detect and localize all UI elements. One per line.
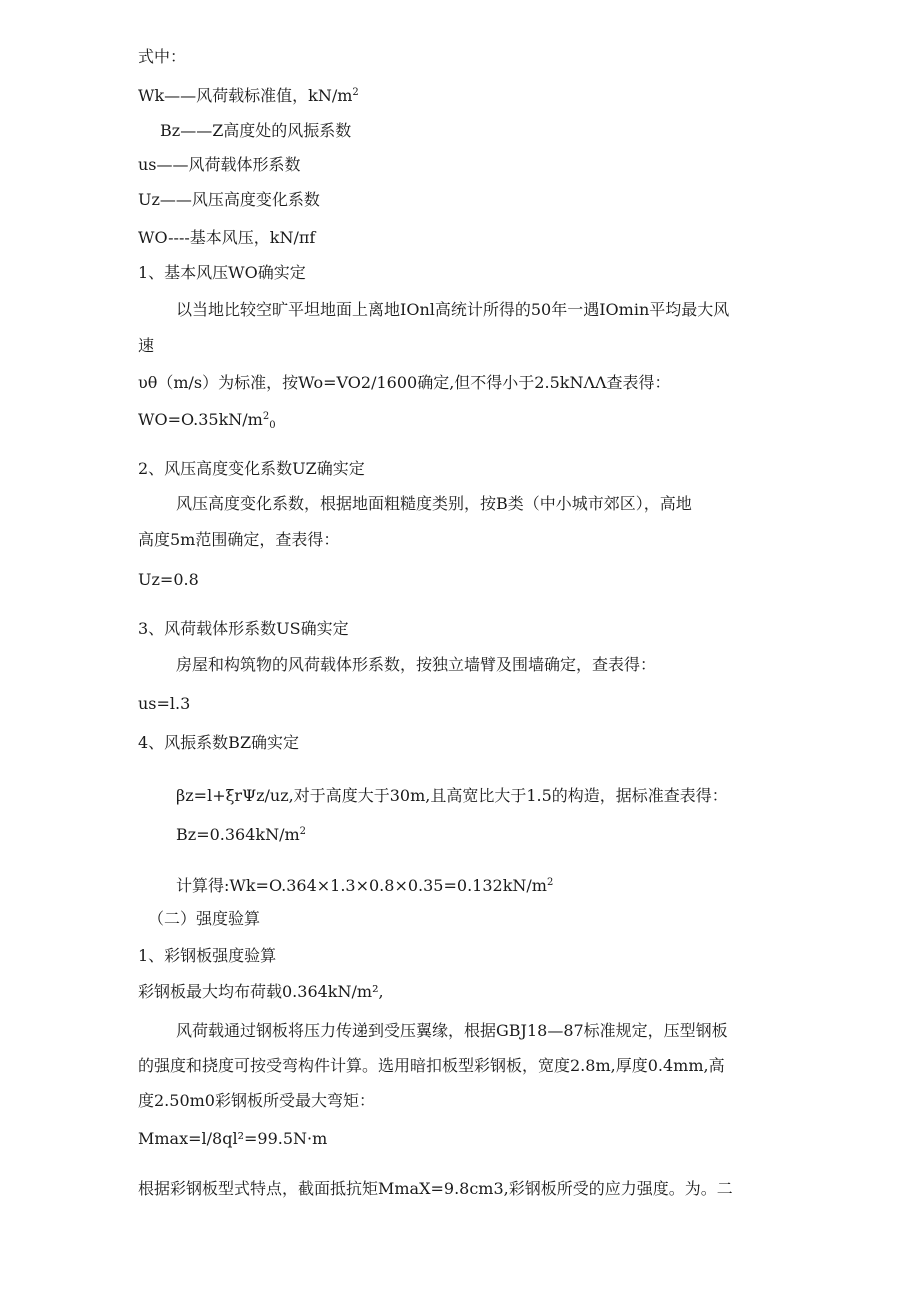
section-heading-strength: （二）强度验算: [148, 909, 261, 928]
paragraph-line: 风荷载通过钢板将压力传递到受压翼缘，根据GBJ18—87标准规定，压型钢板: [176, 1021, 728, 1040]
paragraph-line: 度2.50m0彩钢板所受最大弯矩：: [138, 1091, 375, 1110]
formula-betaz: βz=l+ξrΨz/uz,对于高度大于30m,且高宽比大于1.5的构造，据标准查表得：: [176, 786, 728, 805]
section-heading-2: 2、风压高度变化系数UZ确实定: [138, 459, 365, 478]
definition-us: us——风荷载体形系数: [138, 155, 301, 174]
paragraph-line: 速: [138, 336, 155, 355]
section-heading-4: 4、风振系数BZ确实定: [138, 733, 300, 752]
paragraph-line: 彩钢板最大均布荷载0.364kN/m²,: [138, 982, 384, 1001]
paragraph-line: υθ（m/s）为标准，按Wo=VO2/1600确定,但不得小于2.5kNΛΛ查表得：: [138, 373, 671, 392]
formula-intro: 式中：: [138, 47, 187, 66]
paragraph-line: 的强度和挠度可按受弯构件计算。选用暗扣板型彩钢板，宽度2.8m,厚度0.4mm,高: [138, 1056, 725, 1075]
result-wo: $WO=O.35kN/m^2_0$: [138, 410, 276, 431]
definition-wk: Wk——风荷载标准值，$kN/m^2$: [138, 86, 359, 105]
definition-wo: WO----基本风压，kN/πf: [138, 228, 316, 247]
result-bz: $Bz=0.364kN/m^2$: [176, 825, 307, 844]
definition-bz: Bz——Z高度处的风振系数: [160, 121, 352, 140]
paragraph-line: 根据彩钢板型式特点，截面抵抗矩MmaX=9.8cm3,彩钢板所受的应力强度。为。二: [138, 1179, 733, 1198]
result-us: us=l.3: [138, 694, 191, 713]
paragraph-line: 高度5m范围确定，查表得：: [138, 530, 340, 549]
result-uz: Uz=0.8: [138, 570, 199, 589]
paragraph-line: 以当地比较空旷平坦地面上离地IOnl高统计所得的50年一遇IOmin平均最大风: [176, 300, 730, 319]
paragraph-line: 风压高度变化系数，根据地面粗糙度类别，按B类（中小城市郊区），高地: [176, 494, 692, 513]
section-heading-3: 3、风荷载体形系数US确实定: [138, 619, 349, 638]
subsection-heading: 1、彩钢板强度验算: [138, 946, 277, 965]
formula-mmax: Mmax=l/8ql²=99.5N·m: [138, 1129, 328, 1148]
result-wk: 计算得$:Wk=O.364\times 1.3\times 0.8\times 0.35=0.132kN/m^2$: [176, 876, 554, 895]
definition-uz: Uz——风压高度变化系数: [138, 190, 320, 209]
paragraph-line: 房屋和构筑物的风荷载体形系数，按独立墙臂及围墙确定，查表得：: [176, 655, 657, 674]
section-heading-1: 1、基本风压WO确实定: [138, 263, 306, 282]
